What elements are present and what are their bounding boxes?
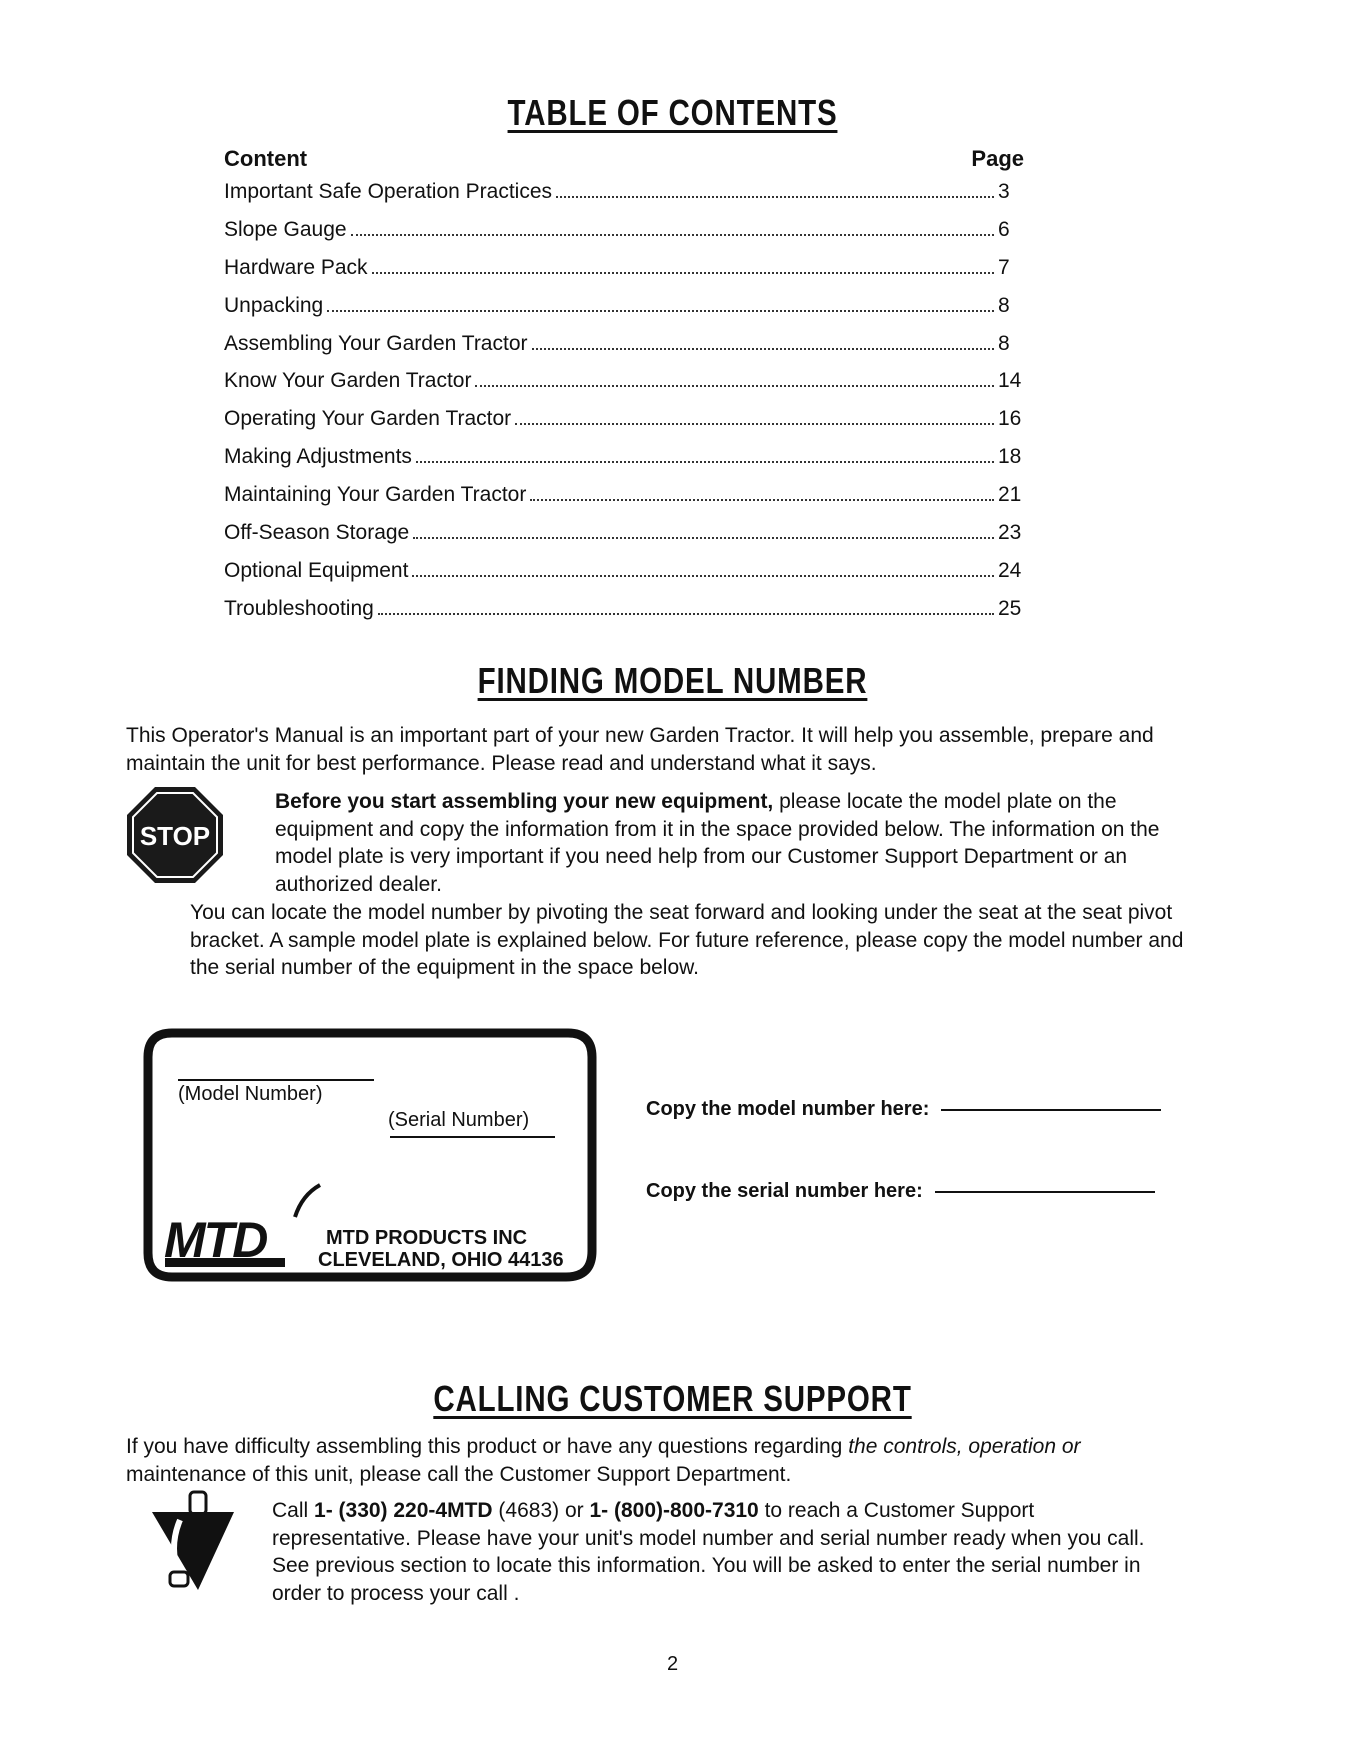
toc-entry[interactable] bbox=[224, 332, 1024, 370]
toc-entry[interactable] bbox=[224, 483, 1024, 521]
toc-entry-title: Maintaining Your Garden Tractor bbox=[224, 483, 527, 507]
toc-entry-page: 8 bbox=[998, 331, 1010, 355]
toc-entry-title: Unpacking bbox=[224, 293, 324, 317]
copy-model-line bbox=[646, 1098, 1161, 1121]
toc-entry-title: Optional Equipment bbox=[224, 558, 409, 582]
stop-bold-text: Before you start assembling your new equipment, bbox=[275, 790, 774, 813]
toc-entry-title: Assembling Your Garden Tractor bbox=[224, 331, 528, 355]
toc-entry[interactable] bbox=[224, 256, 1024, 294]
toc-entry-page: 24 bbox=[998, 558, 1022, 582]
toc-entry[interactable] bbox=[224, 559, 1024, 597]
serial-number-blank[interactable] bbox=[935, 1191, 1155, 1193]
toc-entry[interactable] bbox=[224, 218, 1024, 256]
copy-model-label: Copy the model number here: bbox=[646, 1098, 930, 1120]
plate-city: CLEVELAND, OHIO 44136 bbox=[318, 1249, 564, 1271]
toc-entry-page: 7 bbox=[998, 255, 1010, 279]
toc-page-header: Page bbox=[971, 146, 1024, 171]
table-of-contents bbox=[224, 146, 1024, 635]
plate-company-name: MTD PRODUCTS INC bbox=[326, 1227, 528, 1249]
toc-leader-dots bbox=[556, 196, 994, 198]
toc-leader-dots bbox=[416, 461, 994, 463]
toc-entry-page: 25 bbox=[998, 596, 1022, 620]
toc-header bbox=[224, 146, 1024, 180]
stop-sign-icon bbox=[125, 785, 225, 885]
toc-entry[interactable] bbox=[224, 369, 1024, 407]
toc-leader-dots bbox=[327, 310, 994, 312]
phone-number-2: 1- (800)-800-7310 bbox=[589, 1499, 759, 1522]
toc-entry-page: 21 bbox=[998, 483, 1022, 507]
toc-entry-page: 8 bbox=[998, 293, 1010, 317]
toc-entry-title: Slope Gauge bbox=[224, 217, 347, 241]
model-section-title: FINDING MODEL NUMBER bbox=[477, 660, 868, 701]
phone-number-1: 1- (330) 220-4MTD bbox=[314, 1499, 493, 1522]
toc-entry-page: 3 bbox=[998, 180, 1010, 203]
model-intro-paragraph: This Operator's Manual is an important part of your new Garden Tractor. It will help you assemble, prepare and maintain the unit for best performance. Please read and understand what it says. bbox=[126, 724, 1154, 775]
toc-entry[interactable] bbox=[224, 407, 1024, 445]
toc-entry-page: 6 bbox=[998, 217, 1010, 241]
toc-leader-dots bbox=[530, 499, 994, 501]
toc-entry-title: Operating Your Garden Tractor bbox=[224, 407, 512, 431]
toc-leader-dots bbox=[351, 234, 994, 236]
support-call-paragraph: Call 1- (330) 220-4MTD (4683) or 1- (800)-800-7310 to reach a Customer Support representative. Please have your unit's model number and serial number ready when you call. See previous section to locate this information. You will be asked to enter the serial number in order to process your call . bbox=[272, 1499, 1145, 1605]
toc-leader-dots bbox=[372, 272, 994, 274]
page-number: 2 bbox=[666, 1653, 679, 1675]
toc-entry-title: Know Your Garden Tractor bbox=[224, 369, 472, 393]
toc-entry-title: Making Adjustments bbox=[224, 445, 412, 469]
stop-body-text: please locate the model plate on the equipment and copy the information from it in the space provided below. The information on the model plate is very important if you need help from our Customer Support Department or an authorized dealer. bbox=[275, 790, 1160, 896]
toc-leader-dots bbox=[532, 348, 995, 350]
toc-content-header: Content bbox=[224, 146, 308, 171]
mtd-logo: MTD bbox=[164, 1212, 267, 1268]
toc-entry-page: 14 bbox=[998, 369, 1022, 393]
serial-number-label: (Serial Number) bbox=[388, 1109, 530, 1131]
support-intro-paragraph: If you have difficulty assembling this product or have any questions regarding the controls, operation or maintenance of this unit, please call the Customer Support Department. bbox=[126, 1435, 1081, 1486]
toc-entry-title: Off-Season Storage bbox=[224, 521, 410, 545]
support-intro-italic: the controls, operation or bbox=[848, 1435, 1081, 1458]
stop-paragraph bbox=[275, 788, 1190, 898]
toc-entry[interactable] bbox=[224, 597, 1024, 635]
toc-entry-page: 16 bbox=[998, 407, 1022, 431]
toc-leader-dots bbox=[475, 385, 994, 387]
toc-entry-page: 18 bbox=[998, 445, 1022, 469]
stop-sign-label: STOP bbox=[139, 821, 211, 851]
copy-serial-line bbox=[646, 1180, 1155, 1203]
toc-entry-title: Important Safe Operation Practices bbox=[224, 180, 552, 203]
model-number-blank[interactable] bbox=[941, 1109, 1161, 1111]
locate-paragraph: You can locate the model number by pivoting the seat forward and looking under the seat at the seat pivot bracket. A sample model plate is explained below. For future reference, please copy the model number and the serial number of the equipment in the space below. bbox=[190, 901, 1184, 979]
toc-entry-title: Hardware Pack bbox=[224, 255, 368, 279]
support-section-title: CALLING CUSTOMER SUPPORT bbox=[433, 1378, 912, 1419]
model-plate bbox=[130, 1025, 600, 1285]
model-number-label: (Model Number) bbox=[178, 1083, 323, 1105]
telephone-icon bbox=[150, 1490, 235, 1595]
toc-entry-page: 23 bbox=[998, 521, 1022, 545]
toc-entry[interactable] bbox=[224, 294, 1024, 332]
toc-entry-title: Troubleshooting bbox=[224, 596, 374, 620]
toc-leader-dots bbox=[378, 613, 994, 615]
copy-serial-label: Copy the serial number here: bbox=[646, 1180, 923, 1202]
toc-leader-dots bbox=[413, 537, 994, 539]
toc-entry[interactable] bbox=[224, 445, 1024, 483]
toc-entry[interactable] bbox=[224, 521, 1024, 559]
toc-title: TABLE OF CONTENTS bbox=[507, 92, 838, 133]
toc-entry[interactable] bbox=[224, 180, 1024, 218]
toc-leader-dots bbox=[412, 575, 994, 577]
toc-leader-dots bbox=[515, 423, 994, 425]
